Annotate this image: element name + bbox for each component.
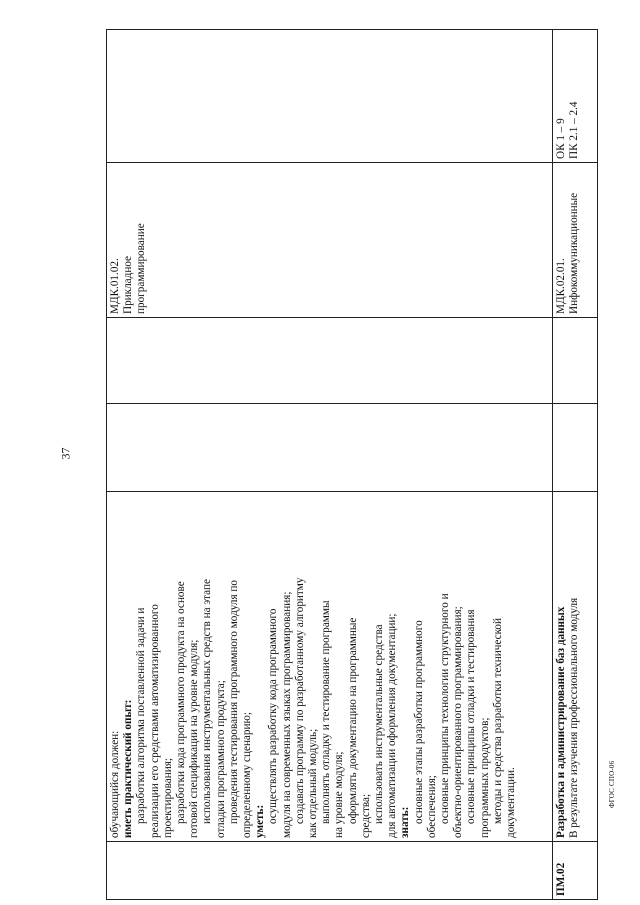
mdk-line: МДК.02.01. bbox=[555, 258, 567, 314]
content-heading: иметь практический опыт: bbox=[122, 699, 135, 838]
mdk-cell bbox=[553, 163, 598, 318]
empty-cell bbox=[553, 318, 598, 404]
content-heading: знать: bbox=[399, 806, 412, 838]
mdk-line: программирование bbox=[135, 223, 148, 314]
content-line: готовой спецификации на уровне модуля; bbox=[188, 639, 201, 838]
content-line: обеспечения; bbox=[425, 775, 438, 838]
competencies-cell bbox=[107, 30, 553, 163]
content-line: документации. bbox=[505, 767, 518, 838]
mdk-line: Прикладное bbox=[122, 255, 135, 314]
content-cell bbox=[107, 492, 553, 842]
content-cell bbox=[553, 492, 598, 842]
content-line: использования инструментальных средств на этапе bbox=[201, 579, 214, 824]
content-line: для автоматизации оформления документации; bbox=[386, 613, 399, 838]
curriculum-table bbox=[106, 29, 598, 900]
content-line: обучающийся должен: bbox=[109, 730, 121, 838]
content-line: В результате изучения профессионального модуля bbox=[568, 597, 581, 838]
content-line: отладки программного продукта; bbox=[214, 680, 227, 838]
content-line: оформлять документацию на программные bbox=[346, 617, 359, 824]
content-line: использовать инструментальные средства bbox=[373, 624, 386, 824]
content-line: модуля на современных языках программирования; bbox=[280, 591, 293, 838]
module-title: Разработка и администрирование баз данных bbox=[555, 606, 567, 838]
mdk-line: МДК.01.02. bbox=[109, 258, 121, 314]
content-line: основные этапы разработки программного bbox=[412, 620, 425, 824]
curriculum-table-rotated bbox=[106, 30, 598, 900]
table-row bbox=[107, 30, 553, 900]
content-line: средства; bbox=[359, 793, 372, 838]
content-line: методы и средства разработки технической bbox=[491, 617, 504, 824]
empty-cell bbox=[107, 404, 553, 492]
mdk-line: Инфокоммуникационные bbox=[568, 192, 581, 314]
content-line: определенному сценарию; bbox=[241, 712, 254, 838]
competency-line: ОК 1 – 9 bbox=[555, 118, 567, 159]
content-line: реализации его средствами автоматизированного bbox=[148, 604, 161, 838]
competencies-cell bbox=[553, 30, 598, 163]
mdk-cell bbox=[107, 163, 553, 318]
content-lines bbox=[109, 495, 518, 838]
content-line: как отдельный модуль; bbox=[307, 728, 320, 838]
content-line: выполнять отладку и тестирование программы bbox=[320, 600, 333, 824]
content-heading: уметь: bbox=[254, 804, 267, 838]
footer-code: ФГОС СПО-06 bbox=[608, 760, 616, 808]
module-code-cell bbox=[107, 842, 553, 900]
content-line: разработки кода программного продукта на основе bbox=[175, 581, 188, 824]
content-line: осуществлять разработку кода программного bbox=[267, 608, 280, 824]
content-line: программных продуктов; bbox=[478, 717, 491, 838]
table-row bbox=[553, 30, 598, 900]
content-line: основные принципы отладки и тестирования bbox=[465, 609, 478, 824]
module-code-cell: ПМ.02 bbox=[553, 842, 598, 900]
competency-line: ПК 2.1 – 2.4 bbox=[568, 101, 581, 159]
content-line: проектирования; bbox=[161, 758, 174, 838]
empty-cell bbox=[553, 404, 598, 492]
content-line: разработки алгоритма поставленной задачи и bbox=[135, 607, 148, 824]
content-line: на уровне модуля; bbox=[333, 751, 346, 838]
empty-cell bbox=[107, 318, 553, 404]
content-line: создавать программу по разработанному алгоритму bbox=[293, 577, 306, 824]
page-number: 37 bbox=[58, 447, 73, 460]
content-line: основные принципы технологии структурного и bbox=[439, 593, 452, 824]
content-line: проведения тестирования программного модуля по bbox=[227, 580, 240, 824]
content-line: объектно-ориентированного программирования; bbox=[452, 606, 465, 838]
